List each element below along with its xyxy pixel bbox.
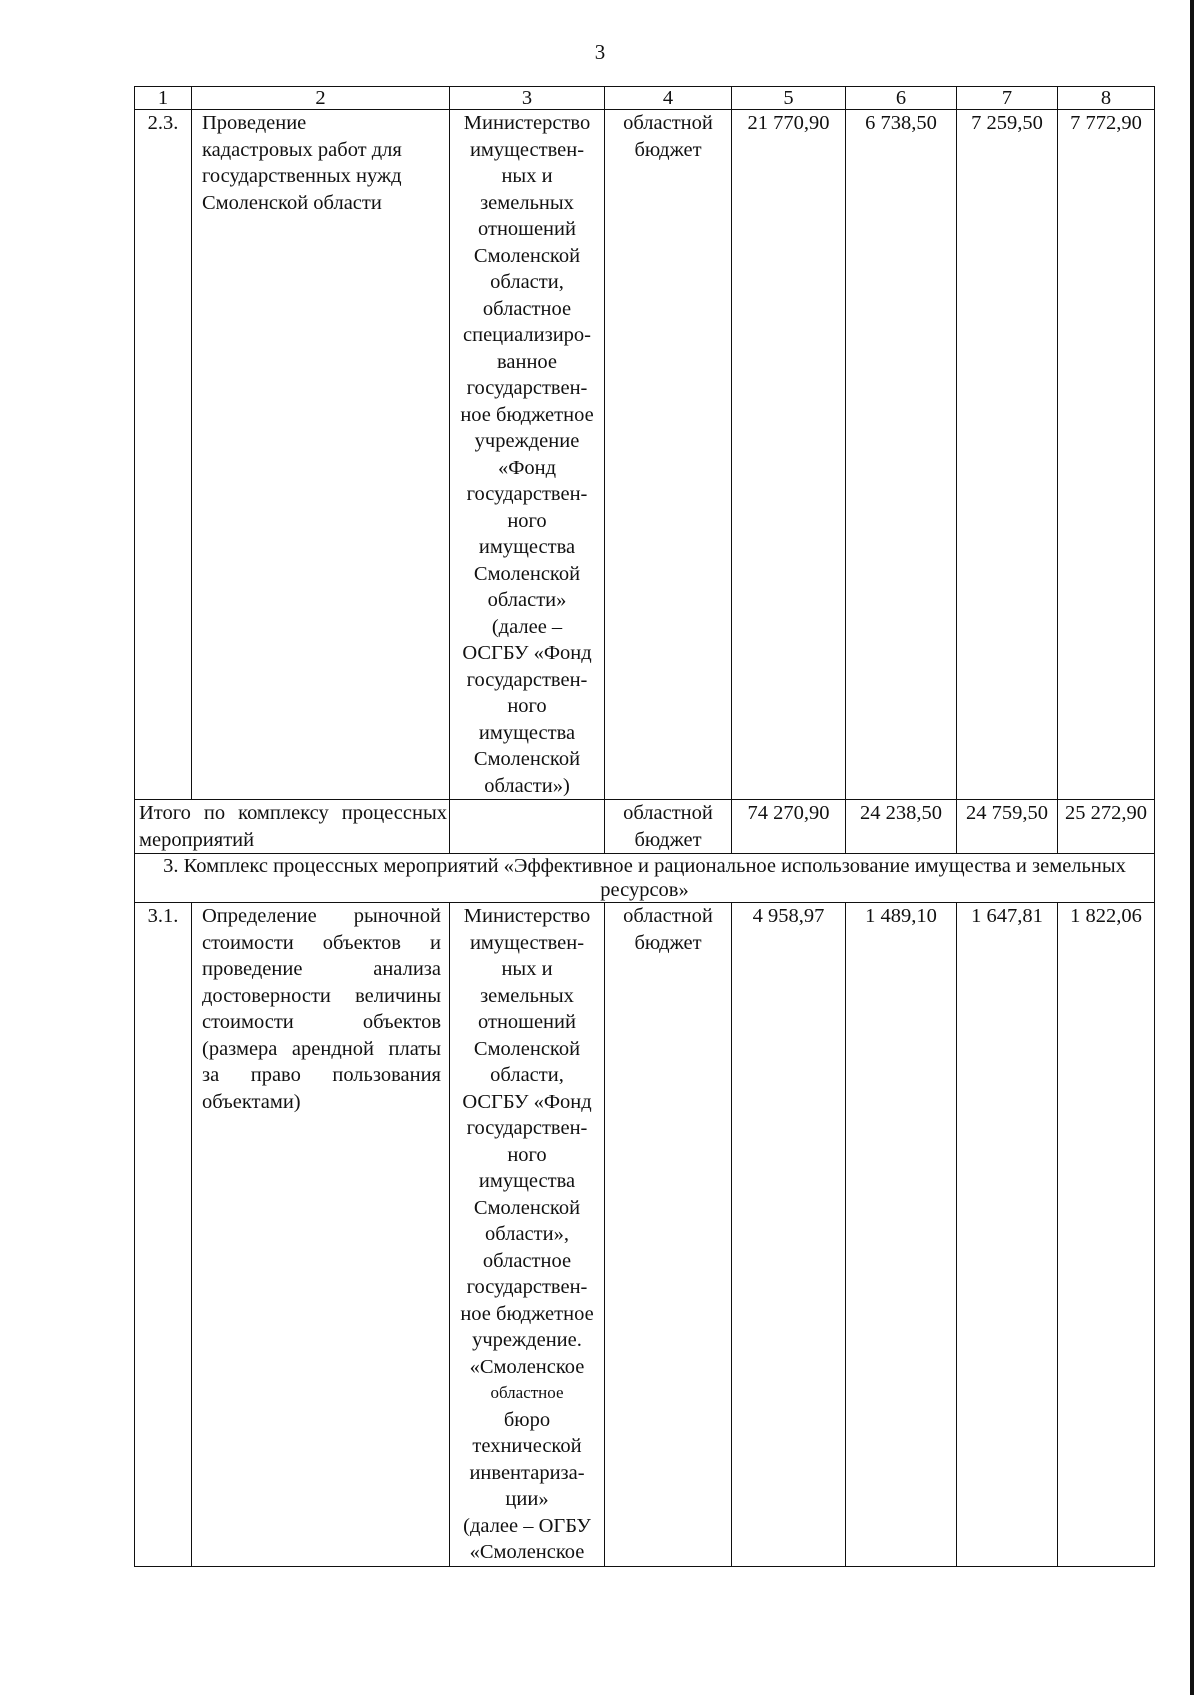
text-line: специализиро-	[463, 324, 591, 346]
text-line: области,	[490, 1064, 564, 1086]
text-line: отношений	[478, 218, 576, 240]
amount-total: 21 770,90	[732, 110, 846, 800]
header-cell: 3	[450, 87, 605, 110]
text-line: государствен-	[466, 1276, 588, 1298]
text-line: государственных нужд	[202, 165, 402, 187]
header-row	[135, 87, 1155, 110]
text-line: областное	[482, 1249, 572, 1272]
header-cell: 5	[732, 87, 846, 110]
program-table	[134, 86, 1155, 1567]
text-line: Министерство	[463, 112, 591, 134]
text-line: Смоленской	[473, 1037, 581, 1060]
section-title: 3. Комплекс процессных мероприятий «Эффективное и рациональное использование имущества и земельных ресурсов»	[135, 854, 1155, 903]
text-line: государствен-	[466, 483, 588, 505]
amount-year-1: 1 489,10	[846, 903, 957, 1567]
header-cell: 8	[1058, 87, 1155, 110]
header-cell: 6	[846, 87, 957, 110]
text-line: областное	[490, 1383, 564, 1402]
text-line: имуществен-	[469, 138, 585, 161]
text-line: Проведение	[202, 112, 307, 134]
amount-year-3: 7 772,90	[1058, 110, 1155, 800]
text-line: ного	[507, 695, 547, 717]
text-line: Смоленской	[473, 1196, 581, 1219]
text-line: имущества	[478, 536, 576, 558]
text-line: ного	[507, 1143, 547, 1166]
page-number: 3	[594, 40, 606, 64]
funding-source	[605, 903, 732, 1567]
total-label: Итого по комплексу процессных мероприятий	[135, 800, 450, 854]
amount-year-3: 25 272,90	[1058, 800, 1155, 854]
text-line: ОСГБУ «Фонд	[462, 642, 592, 664]
text-line: Смоленской	[473, 244, 581, 267]
text-line: областной	[623, 905, 713, 927]
amount-year-2: 24 759,50	[957, 800, 1058, 854]
text-line: учреждение	[474, 430, 580, 452]
activity-name: Определение рыночной стоимости объектов и проведение анализа достоверности величины стоимости объектов (размера арендной платы за право пользования объектами)	[192, 903, 450, 1567]
text-line: (далее – ОГБУ	[463, 1514, 591, 1537]
text-line: «Фонд	[497, 456, 557, 479]
scan-edge	[1190, 0, 1194, 1695]
text-line: Смоленской области	[202, 191, 382, 214]
table-row-3-1	[135, 903, 1155, 1567]
text-line: ное бюджетное	[460, 403, 594, 426]
text-line: ного	[507, 509, 547, 532]
text-line: ванное	[496, 350, 558, 373]
header-cell: 7	[957, 87, 1058, 110]
text-line: Смоленской	[473, 562, 581, 585]
text-line: инвентариза-	[469, 1461, 585, 1484]
text-line: имущества	[478, 721, 576, 744]
text-line: государствен-	[466, 668, 588, 691]
text-line: «Смоленское	[469, 1355, 585, 1378]
total-row	[135, 800, 1155, 854]
amount-total: 74 270,90	[732, 800, 846, 854]
text-line: земельных	[480, 984, 574, 1007]
text-line: Смоленской	[473, 748, 581, 770]
amount-year-2: 1 647,81	[957, 903, 1058, 1567]
funding-source	[605, 800, 732, 854]
text-line: Министерство	[463, 905, 591, 927]
text-line: бюджет	[634, 828, 702, 851]
text-line: государствен-	[466, 377, 588, 399]
activity-name	[192, 110, 450, 800]
text-line: областной	[623, 112, 713, 134]
text-line: области,	[490, 271, 564, 293]
text-line: технической	[472, 1435, 582, 1457]
amount-year-2: 7 259,50	[957, 110, 1058, 800]
text-line: области»)	[484, 774, 570, 797]
text-line: отношений	[478, 1011, 576, 1033]
text-line: имуществен-	[469, 931, 585, 954]
text-line: ных и	[501, 165, 553, 187]
header-cell: 2	[192, 87, 450, 110]
text-line: бюро	[503, 1408, 551, 1431]
amount-total: 4 958,97	[732, 903, 846, 1567]
empty-cell	[450, 800, 605, 854]
text-line: земельных	[480, 191, 574, 214]
executor	[450, 110, 605, 800]
section-row	[135, 854, 1155, 903]
text-line: области»,	[485, 1223, 569, 1245]
text-line: ции»	[505, 1488, 549, 1510]
text-line: области»	[487, 589, 567, 611]
text-line: «Смоленское	[469, 1541, 585, 1563]
header-cell: 4	[605, 87, 732, 110]
text-line: государствен-	[466, 1117, 588, 1139]
funding-source	[605, 110, 732, 800]
text-line: областной	[623, 802, 713, 824]
amount-year-1: 24 238,50	[846, 800, 957, 854]
text-line: ОСГБУ «Фонд	[462, 1090, 592, 1113]
amount-year-3: 1 822,06	[1058, 903, 1155, 1567]
amount-year-1: 6 738,50	[846, 110, 957, 800]
header-cell: 1	[135, 87, 192, 110]
text-line: учреждение.	[472, 1329, 582, 1351]
executor	[450, 903, 605, 1567]
text-line: имущества	[478, 1170, 576, 1192]
text-line: бюджет	[634, 931, 702, 954]
text-line: ное бюджетное	[460, 1302, 594, 1325]
table-row-2-3	[135, 110, 1155, 800]
text-line: ных и	[501, 958, 553, 980]
text-line: (далее –	[491, 615, 563, 638]
row-number: 2.3.	[135, 110, 192, 800]
text-line: областное	[482, 297, 572, 320]
row-number: 3.1.	[135, 903, 192, 1567]
text-line: кадастровых работ для	[202, 138, 402, 161]
text-line: бюджет	[634, 138, 702, 161]
